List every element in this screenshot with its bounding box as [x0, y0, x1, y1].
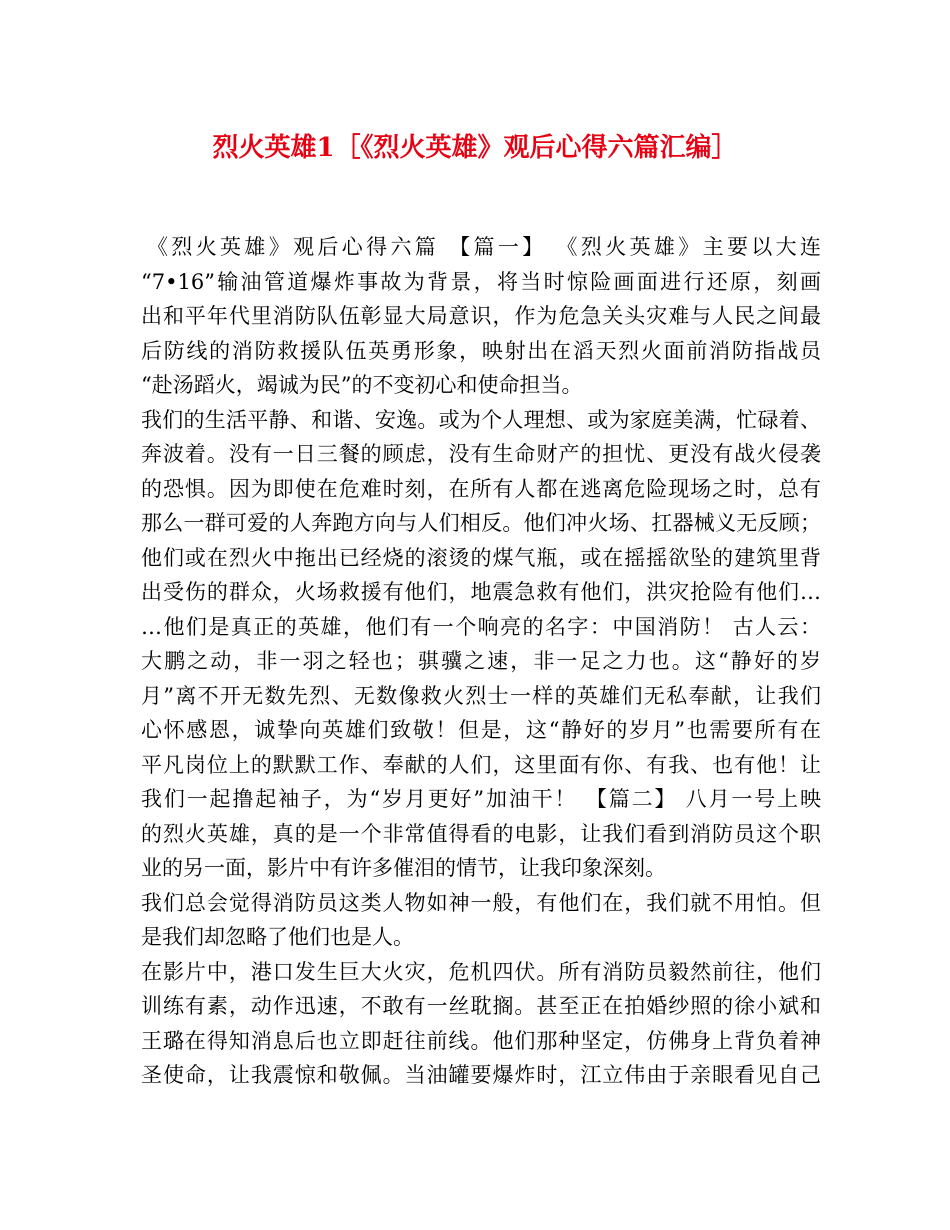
- body-line: 圣使命，让我震惊和敬佩。当油罐要爆炸时，江立伟由于亲眼看见自己: [141, 1063, 821, 1087]
- body-line: 奔波着。没有一日三餐的顾虑，没有生命财产的担忧、更没有战火侵袭: [141, 442, 821, 466]
- body-line: “赴汤蹈火，竭诚为民”的不变初心和使命担当。: [141, 373, 583, 397]
- body-line: 月”离不开无数先烈、无数像救火烈士一样的英雄们无私奉献，让我们: [141, 683, 821, 708]
- body-line: 我们一起撸起袖子，为“岁月更好”加油干！ 【篇二】 八月一号上映: [141, 787, 821, 811]
- body-line: 出和平年代里消防队伍彰显大局意识，作为危急关头灾难与人民之间最: [141, 304, 821, 328]
- body-line: 心怀感恩，诚挚向英雄们致敬！但是，这“静好的岁月”也需要所有在: [141, 718, 821, 742]
- body-line: 大鹏之动，非一羽之轻也；骐骥之速，非一足之力也。这“静好的岁: [141, 649, 821, 673]
- body-line: 后防线的消防救援队伍英勇形象，映射出在滔天烈火面前消防指战员: [141, 338, 821, 363]
- document-title: 烈火英雄1［《烈火英雄》观后心得六篇汇编］: [212, 133, 738, 163]
- body-line: 在影片中，港口发生巨大火灾，危机四伏。所有消防员毅然前往，他们: [141, 959, 821, 984]
- body-line: 的恐惧。因为即使在危难时刻，在所有人都在逃离危险现场之时，总有: [141, 476, 821, 501]
- body-line: 我们的生活平静、和谐、安逸。或为个人理想、或为家庭美满，忙碌着、: [141, 407, 821, 432]
- document-body: [141, 230, 821, 1093]
- body-line: 那么一群可爱的人奔跑方向与人们相反。他们冲火场、扛器械义无反顾；: [141, 511, 821, 535]
- body-line: 平凡岗位上的默默工作、奉献的人们，这里面有你、有我、也有他！让: [141, 752, 821, 777]
- body-line: “7•16”输油管道爆炸事故为背景，将当时惊险画面进行还原，刻画: [141, 269, 821, 294]
- body-line: 训练有素，动作迅速，不敢有一丝耽搁。甚至正在拍婚纱照的徐小斌和: [141, 994, 821, 1018]
- body-line: 《烈火英雄》观后心得六篇 【篇一】 《烈火英雄》主要以大连: [147, 235, 821, 259]
- body-line: 是我们却忽略了他们也是人。: [141, 925, 414, 949]
- body-line: 他们或在烈火中拖出已经烧的滚烫的煤气瓶，或在摇摇欲坠的建筑里背: [141, 545, 821, 570]
- body-line: 的烈火英雄，真的是一个非常值得看的电影，让我们看到消防员这个职: [141, 821, 821, 846]
- body-line: 业的另一面，影片中有许多催泪的情节，让我印象深刻。: [141, 856, 666, 880]
- body-line: …他们是真正的英雄，他们有一个响亮的名字：中国消防！ 古人云：: [141, 614, 821, 639]
- body-line: 王璐在得知消息后也立即赶往前线。他们那种坚定，仿佛身上背负着神: [141, 1028, 821, 1053]
- body-line: 出受伤的群众，火场救援有他们，地震急救有他们，洪灾抢险有他们…: [141, 580, 821, 604]
- body-line: 我们总会觉得消防员这类人物如神一般，有他们在，我们就不用怕。但: [141, 890, 821, 915]
